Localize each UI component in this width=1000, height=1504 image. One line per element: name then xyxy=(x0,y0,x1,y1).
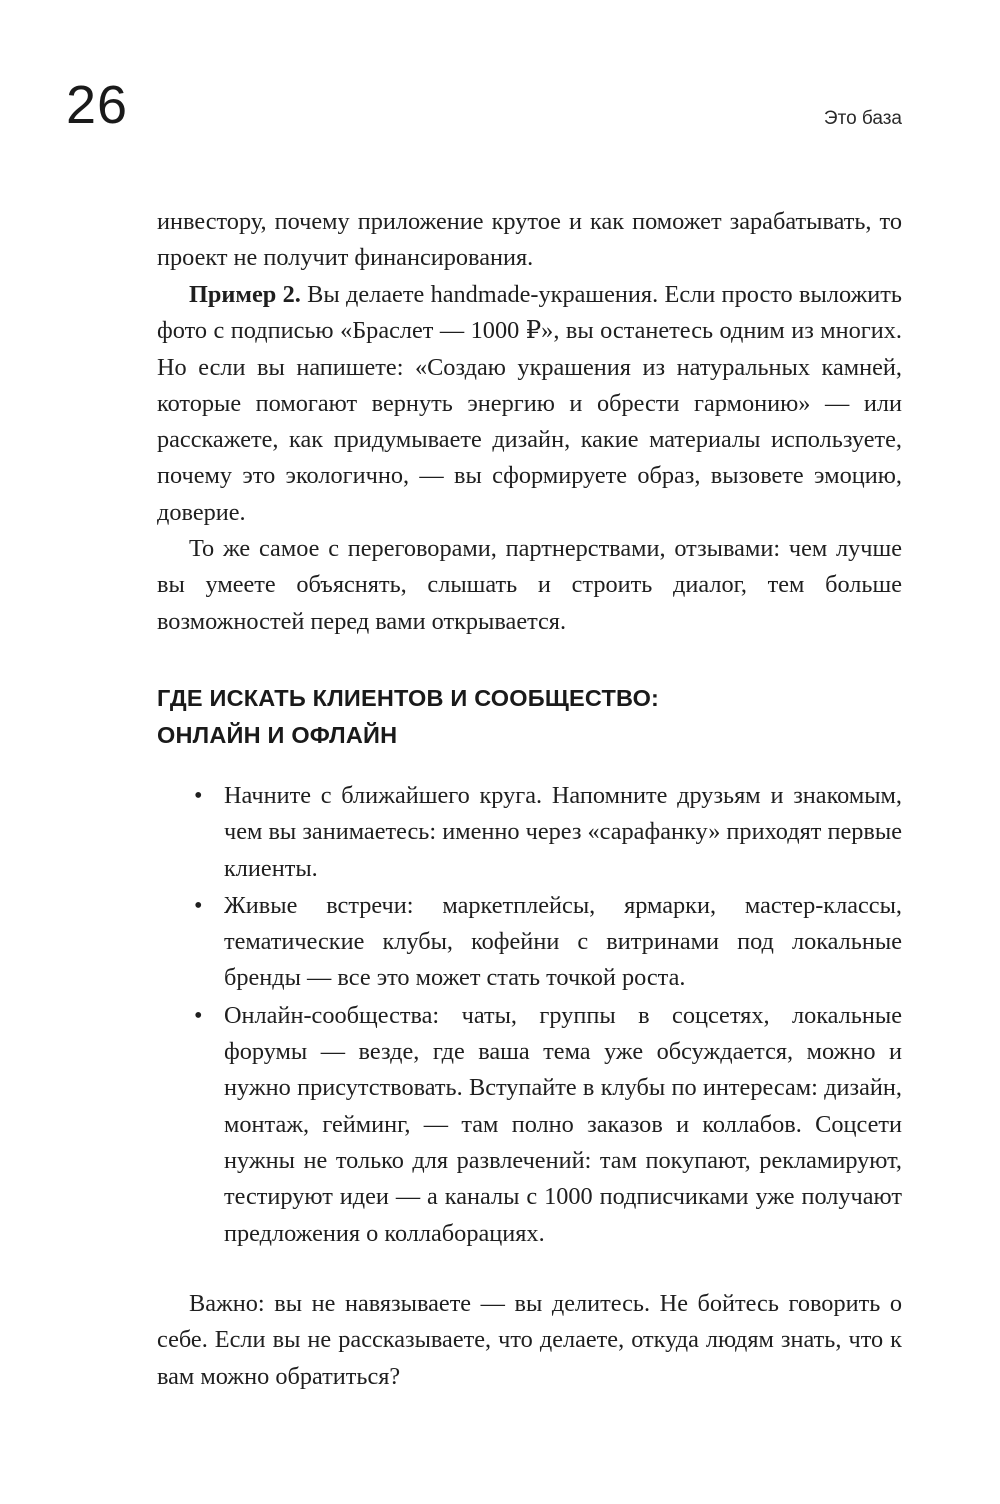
paragraph-3 xyxy=(157,531,902,640)
list-item-text: Живые встречи: маркетплейсы, ярмарки, мастер-классы, тематические клубы, кофейни с витринами под локальные бренды — все это может стать точкой роста. xyxy=(224,891,902,992)
bullet-icon: • xyxy=(194,782,203,809)
list-item xyxy=(194,888,902,997)
example-label: Пример 2. xyxy=(189,281,301,308)
section-heading xyxy=(157,680,902,754)
paragraph-1-text: инвестору, почему приложение крутое и как поможет зарабатывать, то проект не получит финансирования. xyxy=(157,208,902,272)
list-item xyxy=(194,998,902,1252)
bullet-icon: • xyxy=(194,891,203,919)
paragraph-4 xyxy=(157,1286,902,1395)
paragraph-2 xyxy=(157,277,902,531)
list-item-text: Начните с ближайшего круга. Напомните друзьям и знакомым, чем вы занимаетесь: именно через «сарафанку» приходят первые клиенты. xyxy=(224,782,902,882)
paragraph-3-text: То же самое с переговорами, партнерствами, отзывами: чем лучше вы умеете объяснять, слышать и строить диалог, тем больше возможностей перед вами открывается. xyxy=(157,535,902,635)
example-text: Вы делаете handmade-украшения. Если просто выложить фото с подписью «Браслет — 1000 ₽», вы останетесь одним из многих. Но если вы напишете: «Создаю украшения из натуральных камней, которые помогают вернуть энергию и обрести гармонию» — или расскажете, как придумываете дизайн, какие материалы используете, почему это экологично, — вы сформируете образ, вызовете эмоцию, доверие. xyxy=(157,281,902,526)
bullet-icon: • xyxy=(194,1001,203,1029)
paragraph-1 xyxy=(157,204,902,277)
paragraph-4-text: Важно: вы не навязываете — вы делитесь. Не бойтесь говорить о себе. Если вы не рассказываете, что делаете, откуда людям знать, что к вам можно обратиться? xyxy=(157,1290,902,1390)
list-item-text: Онлайн-сообщества: чаты, группы в соцсетях, локальные форумы — везде, где ваша тема уже обсуждается, можно и нужно присутствовать. Вступайте в клубы по интересам: дизайн, монтаж, гейминг, — там полно заказов и коллабов. Соцсети нужны не только для развлечений: там покупают, рекламируют, тестируют идеи — а каналы с 1000 подписчиками уже получают предложения о коллаборациях. xyxy=(224,1001,902,1247)
list-item xyxy=(194,778,902,887)
section-heading-line-2: ОНЛАЙН И ОФЛАЙН xyxy=(157,722,398,748)
paragraph-2-text xyxy=(157,277,902,531)
bullet-list xyxy=(194,778,902,1253)
section-heading-line-1: ГДЕ ИСКАТЬ КЛИЕНТОВ И СООБЩЕСТВО: xyxy=(157,685,660,711)
running-title: Это база xyxy=(823,108,902,129)
page-number: 26 xyxy=(66,75,129,135)
